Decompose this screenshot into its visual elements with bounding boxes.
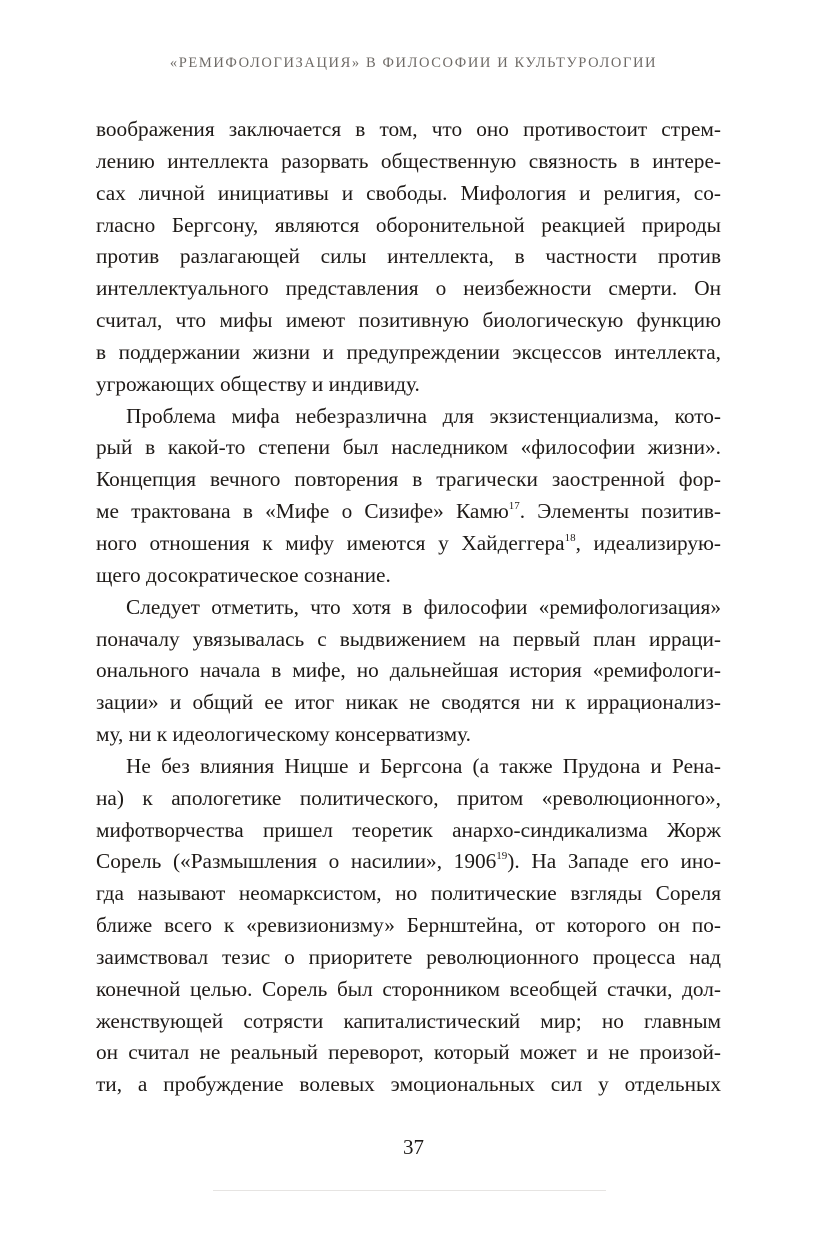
text-line: Не без влияния Ницше и Бергсона (а также Прудона и Рена- bbox=[126, 753, 721, 778]
text-line: гласно Бергсону, являются оборонительной реакцией природы bbox=[96, 212, 721, 237]
text-line: Проблема мифа небезразлична для экзистенциализма, кото- bbox=[126, 403, 721, 428]
text-line: Следует отметить, что хотя в философии «ремифологизация» bbox=[126, 594, 721, 619]
text-line bbox=[96, 528, 721, 560]
text-line: на) к апологетике политического, притом «революционного», bbox=[96, 785, 721, 810]
text-line: считал, что мифы имеют позитивную биологическую функцию bbox=[96, 308, 721, 333]
text-line: в поддержании жизни и предупреждении эксцессов интеллекта, bbox=[96, 339, 721, 364]
text-line: женствующей сотрясти капиталистический мир; но главным bbox=[96, 1008, 721, 1033]
footnote-ref[interactable]: 18 bbox=[564, 531, 576, 544]
text-line: заимствовал тезис о приоритете революционного процесса над bbox=[96, 944, 721, 969]
text-segment: . Элементы позитив- bbox=[519, 499, 722, 524]
text-line: лению интеллекта разорвать общественную связность в интере- bbox=[96, 148, 721, 173]
footnote-ref[interactable]: 17 bbox=[508, 500, 520, 513]
text-line: интеллектуального представления о неизбежности смерти. Он bbox=[96, 276, 721, 301]
text-line: поначалу увязывалась с выдвижением на первый план ирраци- bbox=[96, 626, 721, 651]
footnote-ref[interactable]: 19 bbox=[496, 850, 508, 863]
text-line: рый в какой-то степени был наследником «философии жизни». bbox=[96, 435, 721, 460]
text-segment: , идеализирую- bbox=[575, 530, 721, 555]
text-line: гда называют неомарксистом, но политические взгляды Сореля bbox=[96, 881, 721, 906]
text-line: мифотворчества пришел теоретик анархо-синдикализма Жорж bbox=[96, 817, 721, 842]
text-line: ближе всего к «ревизионизму» Бернштейна, от которого он по- bbox=[96, 913, 721, 938]
text-line: он считал не реальный переворот, который может и не произой- bbox=[96, 1040, 721, 1065]
footer-divider bbox=[213, 1190, 606, 1191]
page-number: 37 bbox=[403, 1135, 424, 1159]
text-line: онального начала в мифе, но дальнейшая история «ремифологи- bbox=[96, 658, 721, 683]
text-segment: ного отношения к мифу имеются у Хайдеггера bbox=[96, 530, 565, 555]
text-line: ти, а пробуждение волевых эмоциональных сил у отдельных bbox=[96, 1072, 721, 1097]
text-line: му, ни к идеологическому консерватизму. bbox=[96, 722, 471, 747]
text-line: конечной целью. Сорель был сторонником всеобщей стачки, дол- bbox=[96, 976, 721, 1001]
text-segment: Сорель («Размышления о насилии», 1906 bbox=[96, 849, 497, 874]
body-text bbox=[96, 114, 721, 1101]
text-line: зации» и общий ее итог никак не сводятся ни к иррационализ- bbox=[96, 690, 721, 715]
text-segment: ме трактована в «Мифе о Сизифе» Камю bbox=[96, 499, 509, 524]
text-line: Концепция вечного повторения в трагически заостренной фор- bbox=[96, 467, 721, 492]
text-line: сах личной инициативы и свободы. Мифология и религия, со- bbox=[96, 180, 721, 205]
text-segment: ). На Западе его ино- bbox=[507, 849, 721, 874]
text-line: угрожающих обществу и индивиду. bbox=[96, 371, 420, 396]
text-line: против разлагающей силы интеллекта, в частности против bbox=[96, 244, 721, 269]
text-line bbox=[96, 496, 721, 528]
running-head: «РЕМИФОЛОГИЗАЦИЯ» В ФИЛОСОФИИ И КУЛЬТУРОЛОГИИ bbox=[169, 55, 658, 71]
text-line: воображения заключается в том, что оно противостоит стрем- bbox=[96, 117, 721, 141]
text-line: щего досократическое сознание. bbox=[96, 562, 391, 587]
text-line bbox=[96, 846, 721, 878]
